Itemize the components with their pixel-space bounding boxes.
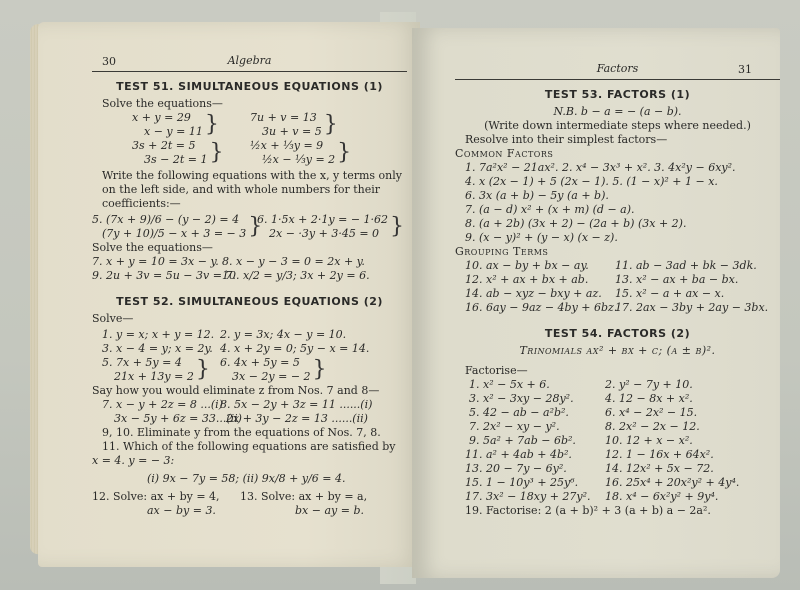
list-item: 13. 20 − 7y − 6y². — [465, 462, 567, 475]
list-item: 1. 7a²x² − 21ax². 2. x⁴ − 3x³ + x². 3. 4x²y − 6xy². — [465, 161, 736, 174]
running-title: Algebra — [227, 54, 272, 67]
question-8a: 8. 5x − 2y + 3z = 11 ......(i) — [220, 398, 373, 411]
brace-icon: } — [195, 357, 210, 382]
question-8: 8. x − y − 3 = 0 = 2x + y. — [222, 255, 365, 268]
equation-pair-4 — [250, 139, 351, 167]
instruction: Solve the equations— — [92, 241, 213, 254]
list-item: 16. 6ay − 9az − 4by + 6bz. — [465, 301, 618, 314]
list-item: 12. x² + ax + bx + ab. — [465, 273, 589, 286]
instruction: Solve— — [92, 312, 134, 325]
question-13: 13. Solve: ax + by = a, — [240, 490, 368, 503]
question-9: 9. 2u + 3v = 5u − 3v = 7. — [92, 269, 236, 282]
list-row — [455, 287, 780, 301]
brace-icon: } — [337, 140, 352, 165]
list-item: 17. 2ax − 3by + 2ay − 3bx. — [615, 301, 769, 314]
brace-icon: } — [204, 112, 219, 137]
list-item: 14. ab − xyz − bxy + az. — [465, 287, 602, 300]
test-52-title: TEST 52. SIMULTANEOUS EQUATIONS (2) — [116, 295, 383, 308]
question-5 — [102, 356, 220, 384]
brace-icon: } — [390, 214, 405, 239]
list-item: 6. 3x (a + b) − 5y (a + b). — [465, 189, 609, 202]
equation: ½x + ⅓y = 9 — [250, 139, 324, 152]
question-5 — [92, 213, 263, 241]
page-number: 30 — [102, 55, 116, 68]
list-row — [455, 476, 780, 490]
list-item: 7. 2x² − xy − y². — [469, 420, 560, 433]
page-number: 31 — [738, 63, 752, 76]
question-8b: 2x + 3y − 2z = 13 ......(ii) — [226, 412, 368, 425]
list-item: 4. x (2x − 1) + 5 (2x − 1). 5. (1 − x)² + 1 − x. — [465, 175, 718, 188]
list-row — [455, 273, 780, 287]
list-item: 4. 12 − 8x + x². — [605, 392, 693, 405]
test-54-title: TEST 54. FACTORS (2) — [544, 327, 691, 340]
question-4: 4. x + 2y = 0; 5y − x = 14. — [220, 342, 370, 355]
equation-pair-1 — [132, 111, 250, 139]
list-item: 9. 5a² + 7ab − 6b². — [469, 434, 576, 447]
list-item: 11. ab − 3ad + bk − 3dk. — [615, 259, 757, 272]
brace-icon: } — [323, 112, 338, 137]
brace-icon: } — [209, 140, 224, 165]
note-nb: N.B. b − a = − (a − b). — [553, 105, 682, 118]
question-9-10: 9, 10. Eliminate y from the equations of Nos. 7, 8. — [102, 426, 381, 439]
instruction: Solve the equations— — [102, 97, 223, 110]
equation: 6. 1·5x + 2·1y = − 1·62 — [257, 213, 389, 226]
list-item: 6. x⁴ − 2x² − 15. — [605, 406, 698, 419]
equation: x − y = 11 — [144, 125, 203, 138]
subtitle: Trinomials ax² + bx + c; (a ± b)². — [519, 344, 716, 357]
equation-pair-3 — [132, 139, 250, 167]
equation: 7u + v = 13 — [250, 111, 317, 124]
instruction: Say how you would eliminate z from Nos. 7 and 8— — [92, 384, 380, 397]
equation: 3s + 2t = 5 — [132, 139, 196, 152]
list-item: 7. (a − d) x² + (x + m) (d − a). — [465, 203, 635, 216]
question-11: 11. Which of the following equations are satisfied by — [102, 440, 396, 453]
equation: (7y + 10)/5 − x + 3 = − 3 — [102, 227, 247, 240]
list-item: 10. 12 + x − x². — [605, 434, 693, 447]
list-row — [455, 259, 780, 273]
question-6 — [257, 213, 404, 241]
left-page-content — [92, 54, 407, 518]
question-1: 1. y = x; x + y = 12. — [102, 328, 215, 341]
instruction: Resolve into their simplest factors— — [465, 133, 668, 146]
question-6 — [220, 356, 327, 384]
brace-icon: } — [248, 214, 263, 239]
question-11-options: (i) 9x − 7y = 58; (ii) 9x/8 + y/6 = 4. — [147, 472, 346, 485]
list-row — [455, 406, 780, 420]
test-51-title: TEST 51. SIMULTANEOUS EQUATIONS (1) — [116, 80, 383, 93]
list-item: 3. x² − 3xy − 28y². — [469, 392, 574, 405]
list-item: 10. ax − by + bx − ay. — [465, 259, 589, 272]
section-heading: Grouping Terms — [455, 245, 549, 258]
list-item: 1. x² − 5x + 6. — [469, 378, 550, 391]
list-item: 12. 1 − 16x + 64x². — [605, 448, 714, 461]
list-item: 18. x⁴ − 6x²y² + 9y⁴. — [605, 490, 719, 503]
list-item: 16. 25x⁴ + 20x²y² + 4y⁴. — [605, 476, 740, 489]
list-item: 2. y² − 7y + 10. — [605, 378, 693, 391]
instruction: Write the following equations with the x, y terms only on the left side, and with whole numbers for their coefficients:— — [102, 169, 402, 210]
question-13-line2: bx − ay = b. — [295, 504, 364, 517]
question-12: 12. Solve: ax + by = 4, — [92, 490, 220, 503]
list-row — [455, 448, 780, 462]
section-heading: Common Factors — [455, 147, 554, 160]
list-row — [455, 378, 780, 392]
question-2: 2. y = 3x; 4x − y = 10. — [220, 328, 347, 341]
equation: 5. 7x + 5y = 4 — [102, 356, 182, 369]
list-row — [455, 490, 780, 504]
question-19: 19. Factorise: 2 (a + b)² + 3 (a + b) a − 2a². — [465, 504, 711, 517]
question-10: 10. x/2 = y/3; 3x + 2y = 6. — [222, 269, 370, 282]
list-item: 17. 3x² − 18xy + 27y². — [465, 490, 591, 503]
list-item: 13. x² − ax + ba − bx. — [615, 273, 739, 286]
equation-pair-2 — [250, 111, 351, 139]
equation: x + y = 29 — [132, 111, 191, 124]
note: (Write down intermediate steps where needed.) — [484, 119, 751, 132]
list-item: 15. 1 − 10y³ + 25y⁶. — [465, 476, 579, 489]
list-row — [455, 392, 780, 406]
list-item: 8. (a + 2b) (3x + 2) − (2a + b) (3x + 2). — [465, 217, 687, 230]
running-header — [92, 54, 407, 72]
equation: 3u + v = 5 — [262, 125, 322, 138]
list-item: 14. 12x² + 5x − 72. — [605, 462, 714, 475]
equation: 2x − ·3y + 3·45 = 0 — [269, 227, 380, 240]
right-page-content — [455, 62, 780, 518]
instruction: Factorise— — [465, 364, 528, 377]
test-53-title: TEST 53. FACTORS (1) — [544, 88, 691, 101]
list-row — [455, 420, 780, 434]
running-title: Factors — [596, 62, 639, 75]
brace-icon: } — [312, 357, 327, 382]
equation: ½x − ⅓y = 2 — [262, 153, 336, 166]
list-row — [455, 462, 780, 476]
list-item: 9. (x − y)² + (y − x) (x − z). — [465, 231, 618, 244]
list-item: 15. x² − a + ax − x. — [615, 287, 725, 300]
equation: 5. (7x + 9)/6 − (y − 2) = 4 — [92, 213, 240, 226]
equation: 21x + 13y = 2 — [114, 370, 194, 383]
equation: 6. 4x + 5y = 5 — [220, 356, 300, 369]
equation: 3s − 2t = 1 — [144, 153, 208, 166]
question-7a: 7. x − y + 2z = 8 ...(i) — [102, 398, 223, 411]
question-11-values: x = 4. y = − 3: — [92, 454, 175, 467]
question-3: 3. x − 4 = y; x = 2y. — [102, 342, 213, 355]
list-row — [455, 434, 780, 448]
question-7: 7. x + y = 10 = 3x − y. — [92, 255, 219, 268]
question-12-line2: ax − by = 3. — [147, 504, 216, 517]
equation: 3x − 2y = − 2 — [232, 370, 311, 383]
running-header — [455, 62, 780, 80]
list-item: 5. 42 − ab − a²b². — [469, 406, 569, 419]
list-item: 11. a² + 4ab + 4b². — [465, 448, 572, 461]
question-7b: 3x − 5y + 6z = 33...(ii) — [114, 412, 242, 425]
list-item: 8. 2x² − 2x − 12. — [605, 420, 700, 433]
list-row — [455, 301, 780, 315]
